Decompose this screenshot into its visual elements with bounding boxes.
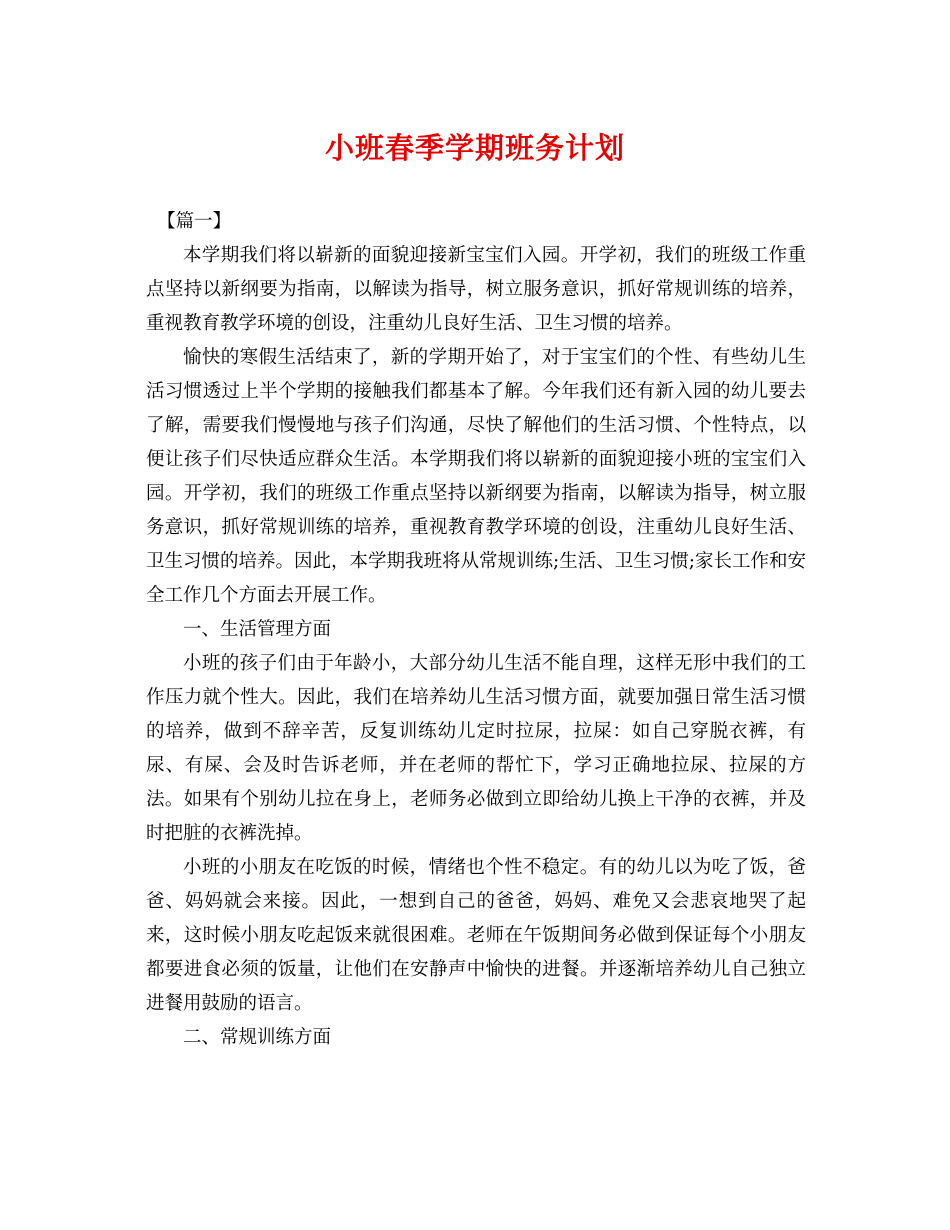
section-heading: 二、常规训练方面 xyxy=(183,1027,332,1048)
section-label: 【篇一】 xyxy=(157,211,232,232)
document-body xyxy=(146,205,806,1055)
body-paragraph: 小班的小朋友在吃饭的时候，情绪也个性不稳定。有的幼儿以为吃了饭，爸爸、妈妈就会来接。因此，一想到自己的爸爸，妈妈、难免又会悲哀地哭了起来，这时候小朋友吃起饭来就很困难。老师在午饭期间务必做到保证每个小朋友都要进食必须的饭量，让他们在安静声中愉快的进餐。并逐渐培养幼儿自己独立进餐用鼓励的语言。 xyxy=(146,857,806,1014)
body-paragraph: 本学期我们将以崭新的面貌迎接新宝宝们入园。开学初，我们的班级工作重点坚持以新纲要为指南，以解读为指导，树立服务意识，抓好常规训练的培养，重视教育教学环境的创设，注重幼儿良好生活、卫生习惯的培养。 xyxy=(146,245,806,334)
section-heading: 一、生活管理方面 xyxy=(183,619,332,640)
body-paragraph: 小班的孩子们由于年龄小，大部分幼儿生活不能自理，这样无形中我们的工作压力就个性大。因此，我们在培养幼儿生活习惯方面，就要加强日常生活习惯的培养，做到不辞辛苦，反复训练幼儿定时拉尿，拉屎：如自己穿脱衣裤，有尿、有屎、会及时告诉老师，并在老师的帮忙下，学习正确地拉尿、拉屎的方法。如果有个别幼儿拉在身上，老师务必做到立即给幼儿换上干净的衣裤，并及时把脏的衣裤洗掉。 xyxy=(146,653,806,844)
document-title: 小班春季学期班务计划 xyxy=(324,131,625,165)
body-paragraph: 愉快的寒假生活结束了，新的学期开始了，对于宝宝们的个性、有些幼儿生活习惯透过上半个学期的接触我们都基本了解。今年我们还有新入园的幼儿要去了解，需要我们慢慢地与孩子们沟通，尽快了解他们的生活习惯、个性特点，以便让孩子们尽快适应群众生活。本学期我们将以崭新的面貌迎接小班的宝宝们入园。开学初，我们的班级工作重点坚持以新纲要为指南，以解读为指导，树立服务意识，抓好常规训练的培养，重视教育教学环境的创设，注重幼儿良好生活、卫生习惯的培养。因此，本学期我班将从常规训练;生活、卫生习惯;家长工作和安全工作几个方面去开展工作。 xyxy=(146,347,806,606)
